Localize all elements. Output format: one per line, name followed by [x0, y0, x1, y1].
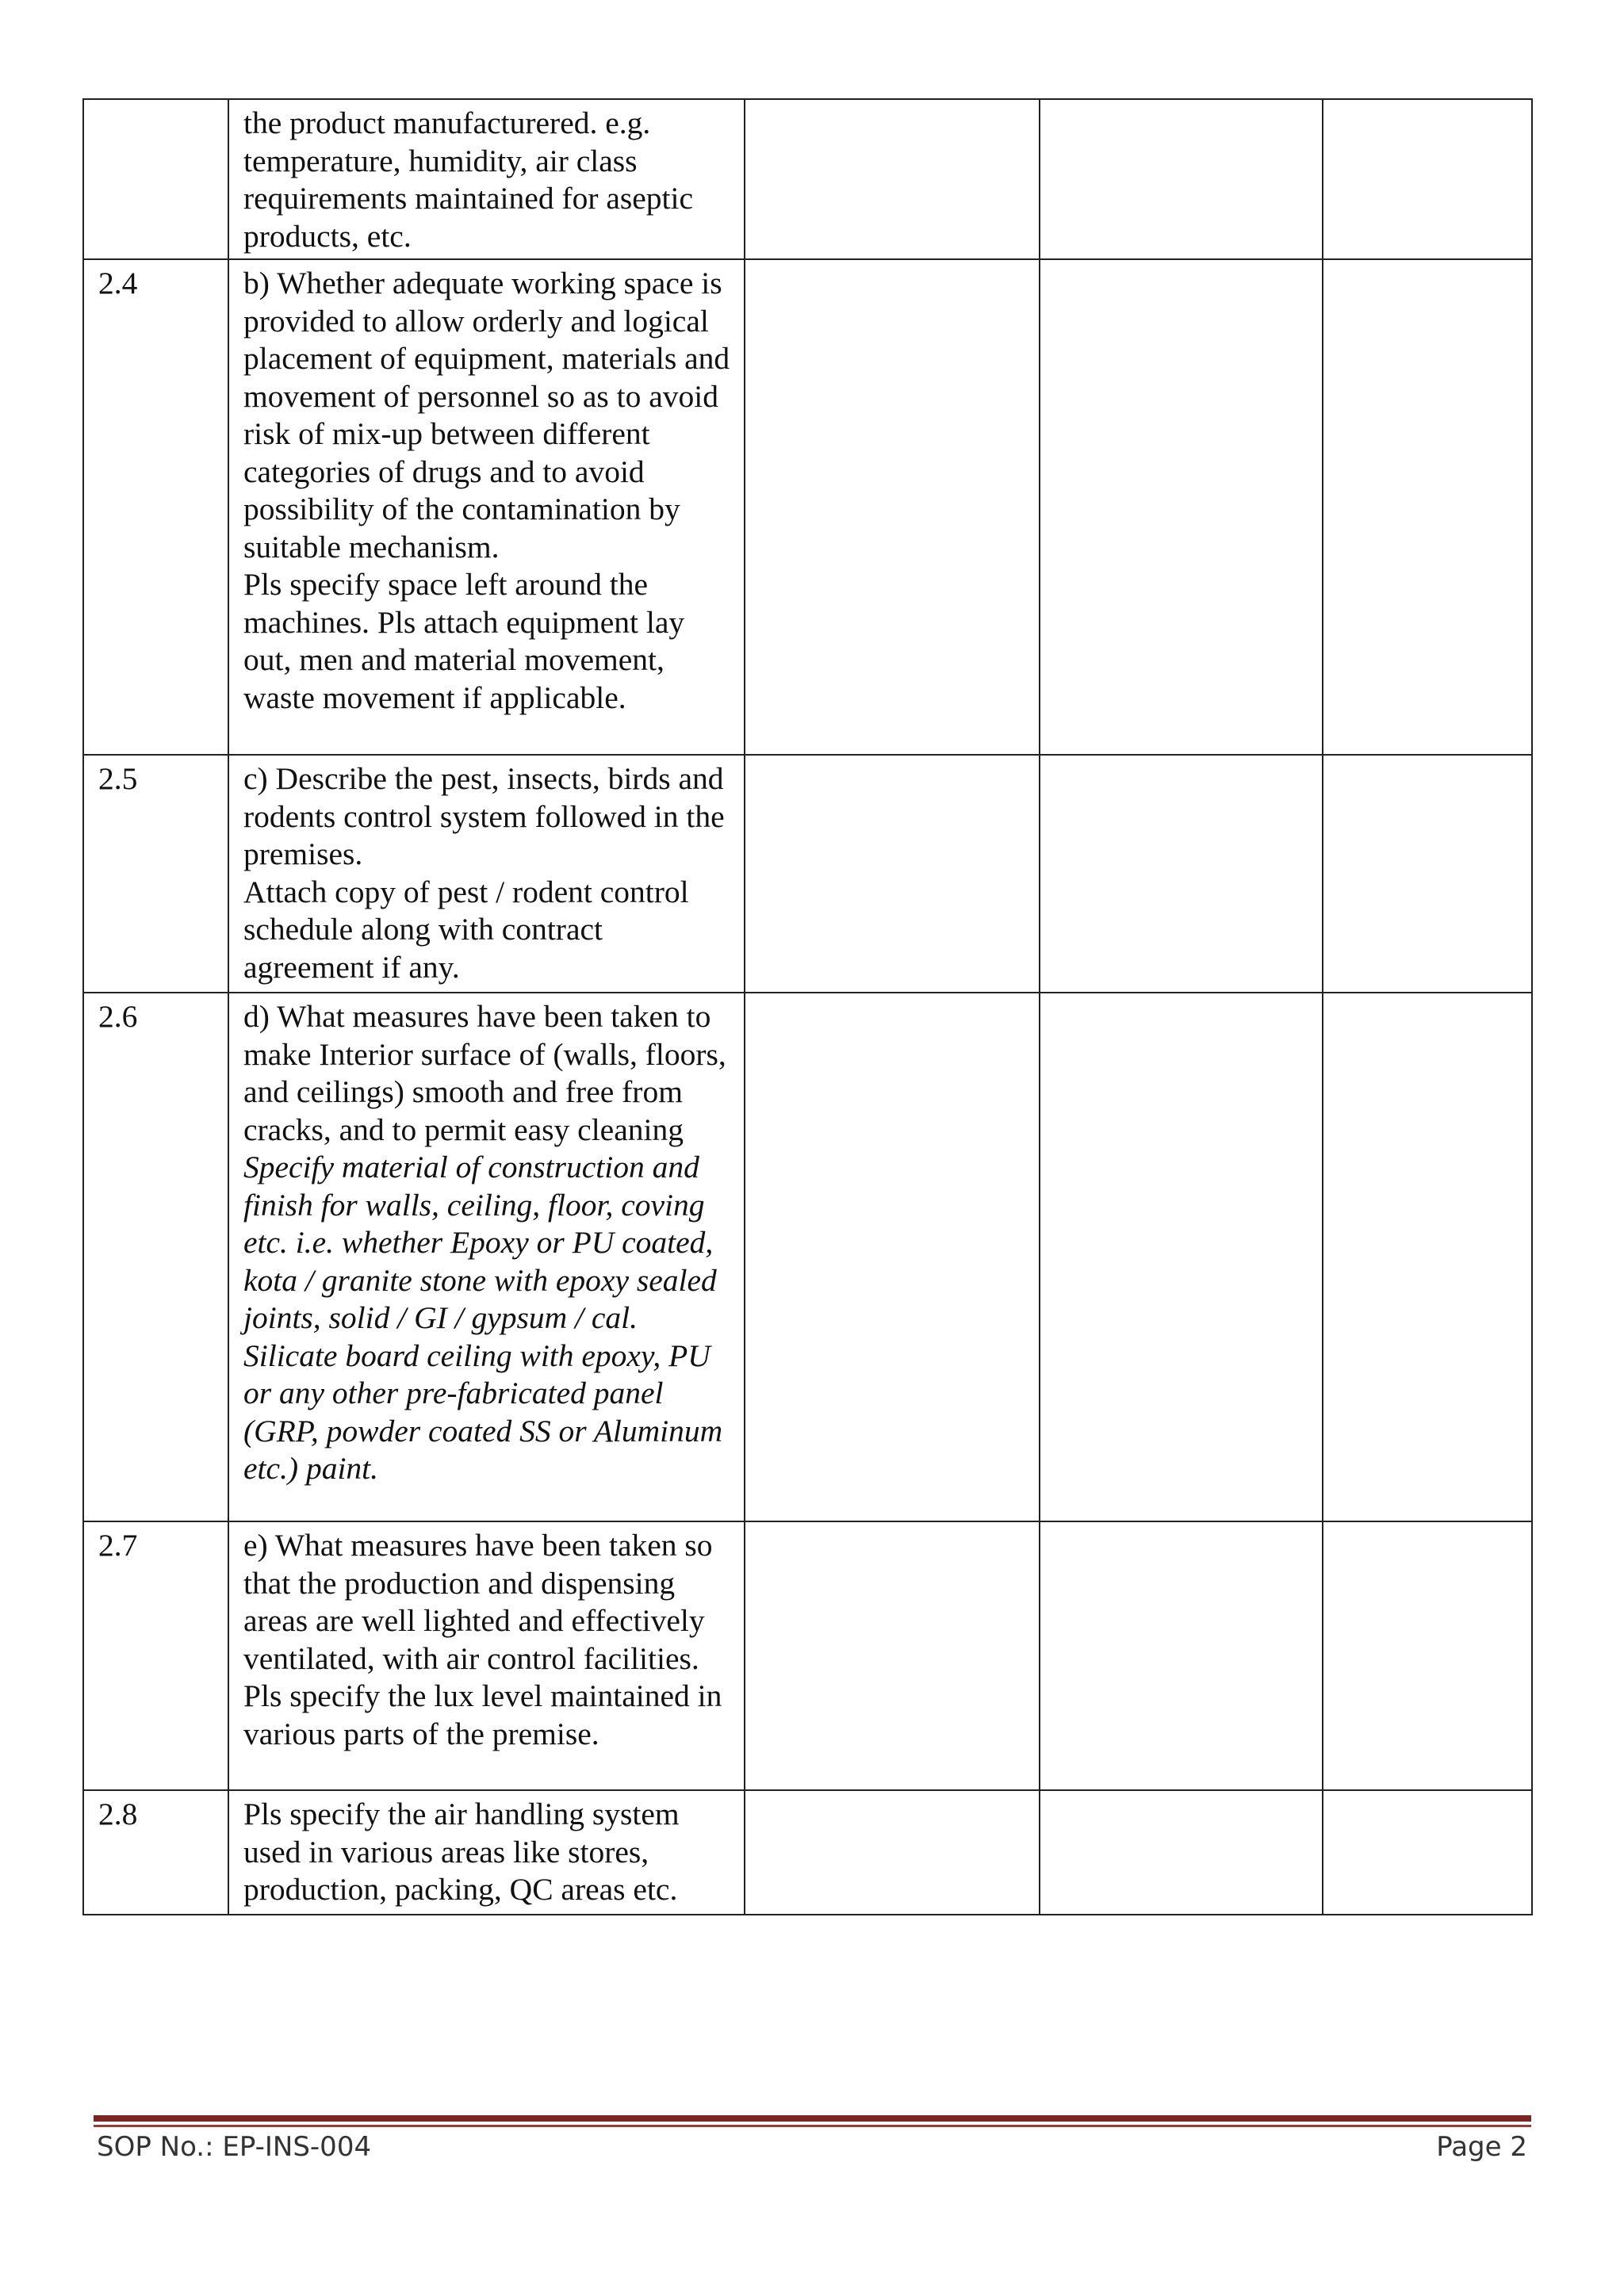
remarks-cell — [1040, 259, 1323, 755]
item-number-cell — [83, 99, 228, 259]
item-number-cell: 2.6 — [83, 993, 228, 1521]
remarks-cell — [1040, 1790, 1323, 1915]
verification-cell — [1323, 993, 1532, 1521]
question-text: e) What measures have been taken so that the production and dispensing areas are well lighted and effectively ventilated, with air control facilities. — [243, 1528, 713, 1676]
remarks-cell — [1040, 993, 1323, 1521]
footer-rule-thin — [94, 2125, 1531, 2127]
table-row — [83, 1790, 1532, 1915]
question-text: the product manufacturered. e.g. temperature, humidity, air class requirements maintained for aseptic products, etc. — [243, 105, 694, 254]
response-cell — [745, 259, 1040, 755]
question-text: Attach copy of pest / rodent control schedule along with contract agreement if any. — [243, 874, 689, 985]
item-number-cell: 2.7 — [83, 1521, 228, 1790]
remarks-cell — [1040, 99, 1323, 259]
question-note-italic: Specify material of construction and finish for walls, ceiling, floor, coving etc. i.e. whether Epoxy or PU coated, kota / granite stone with epoxy sealed joints, solid / GI / gypsum / cal. Silicate board ceiling with epoxy, PU or any other pre-fabricated panel (GRP, powder coated SS or Aluminum etc.) paint. — [243, 1150, 723, 1486]
response-cell — [745, 1521, 1040, 1790]
verification-cell — [1323, 259, 1532, 755]
response-cell — [745, 993, 1040, 1521]
question-cell — [228, 259, 745, 755]
table-row — [83, 993, 1532, 1521]
question-cell — [228, 993, 745, 1521]
table-row — [83, 99, 1532, 259]
item-number-cell: 2.4 — [83, 259, 228, 755]
question-cell — [228, 99, 745, 259]
table-row — [83, 259, 1532, 755]
verification-cell — [1323, 1790, 1532, 1915]
table-row — [83, 755, 1532, 993]
item-number-cell: 2.5 — [83, 755, 228, 993]
remarks-cell — [1040, 1521, 1323, 1790]
question-cell — [228, 1521, 745, 1790]
response-cell — [745, 1790, 1040, 1915]
question-text: d) What measures have been taken to make Interior surface of (walls, floors, and ceilings) smooth and free from cracks, and to permit easy cleaning — [243, 999, 726, 1147]
question-text: Pls specify the lux level maintained in various parts of the premise. — [243, 1678, 722, 1751]
response-cell — [745, 99, 1040, 259]
question-cell — [228, 1790, 745, 1915]
checklist-table-body — [83, 99, 1532, 1915]
checklist-table — [82, 98, 1533, 1915]
question-text: b) Whether adequate working space is provided to allow orderly and logical placement of equipment, materials and movement of personnel so as to avoid risk of mix-up between different categories of drugs and to avoid possibility of the contamination by suitable mechanism. — [243, 266, 730, 564]
verification-cell — [1323, 755, 1532, 993]
page-number: Page 2 — [1436, 2131, 1527, 2163]
question-cell — [228, 755, 745, 993]
footer-rule-thick — [94, 2115, 1531, 2122]
verification-cell — [1323, 99, 1532, 259]
verification-cell — [1323, 1521, 1532, 1790]
remarks-cell — [1040, 755, 1323, 993]
item-number-cell: 2.8 — [83, 1790, 228, 1915]
question-text: c) Describe the pest, insects, birds and rodents control system followed in the premises. — [243, 761, 725, 871]
response-cell — [745, 755, 1040, 993]
question-text: Pls specify the air handling system used in various areas like stores, production, packing, QC areas etc. — [243, 1797, 680, 1907]
table-row — [83, 1521, 1532, 1790]
sop-number: SOP No.: EP-INS-004 — [97, 2131, 372, 2163]
question-text: Pls specify space left around the machines. Pls attach equipment lay out, men and material movement, waste movement if applicable. — [243, 567, 685, 715]
